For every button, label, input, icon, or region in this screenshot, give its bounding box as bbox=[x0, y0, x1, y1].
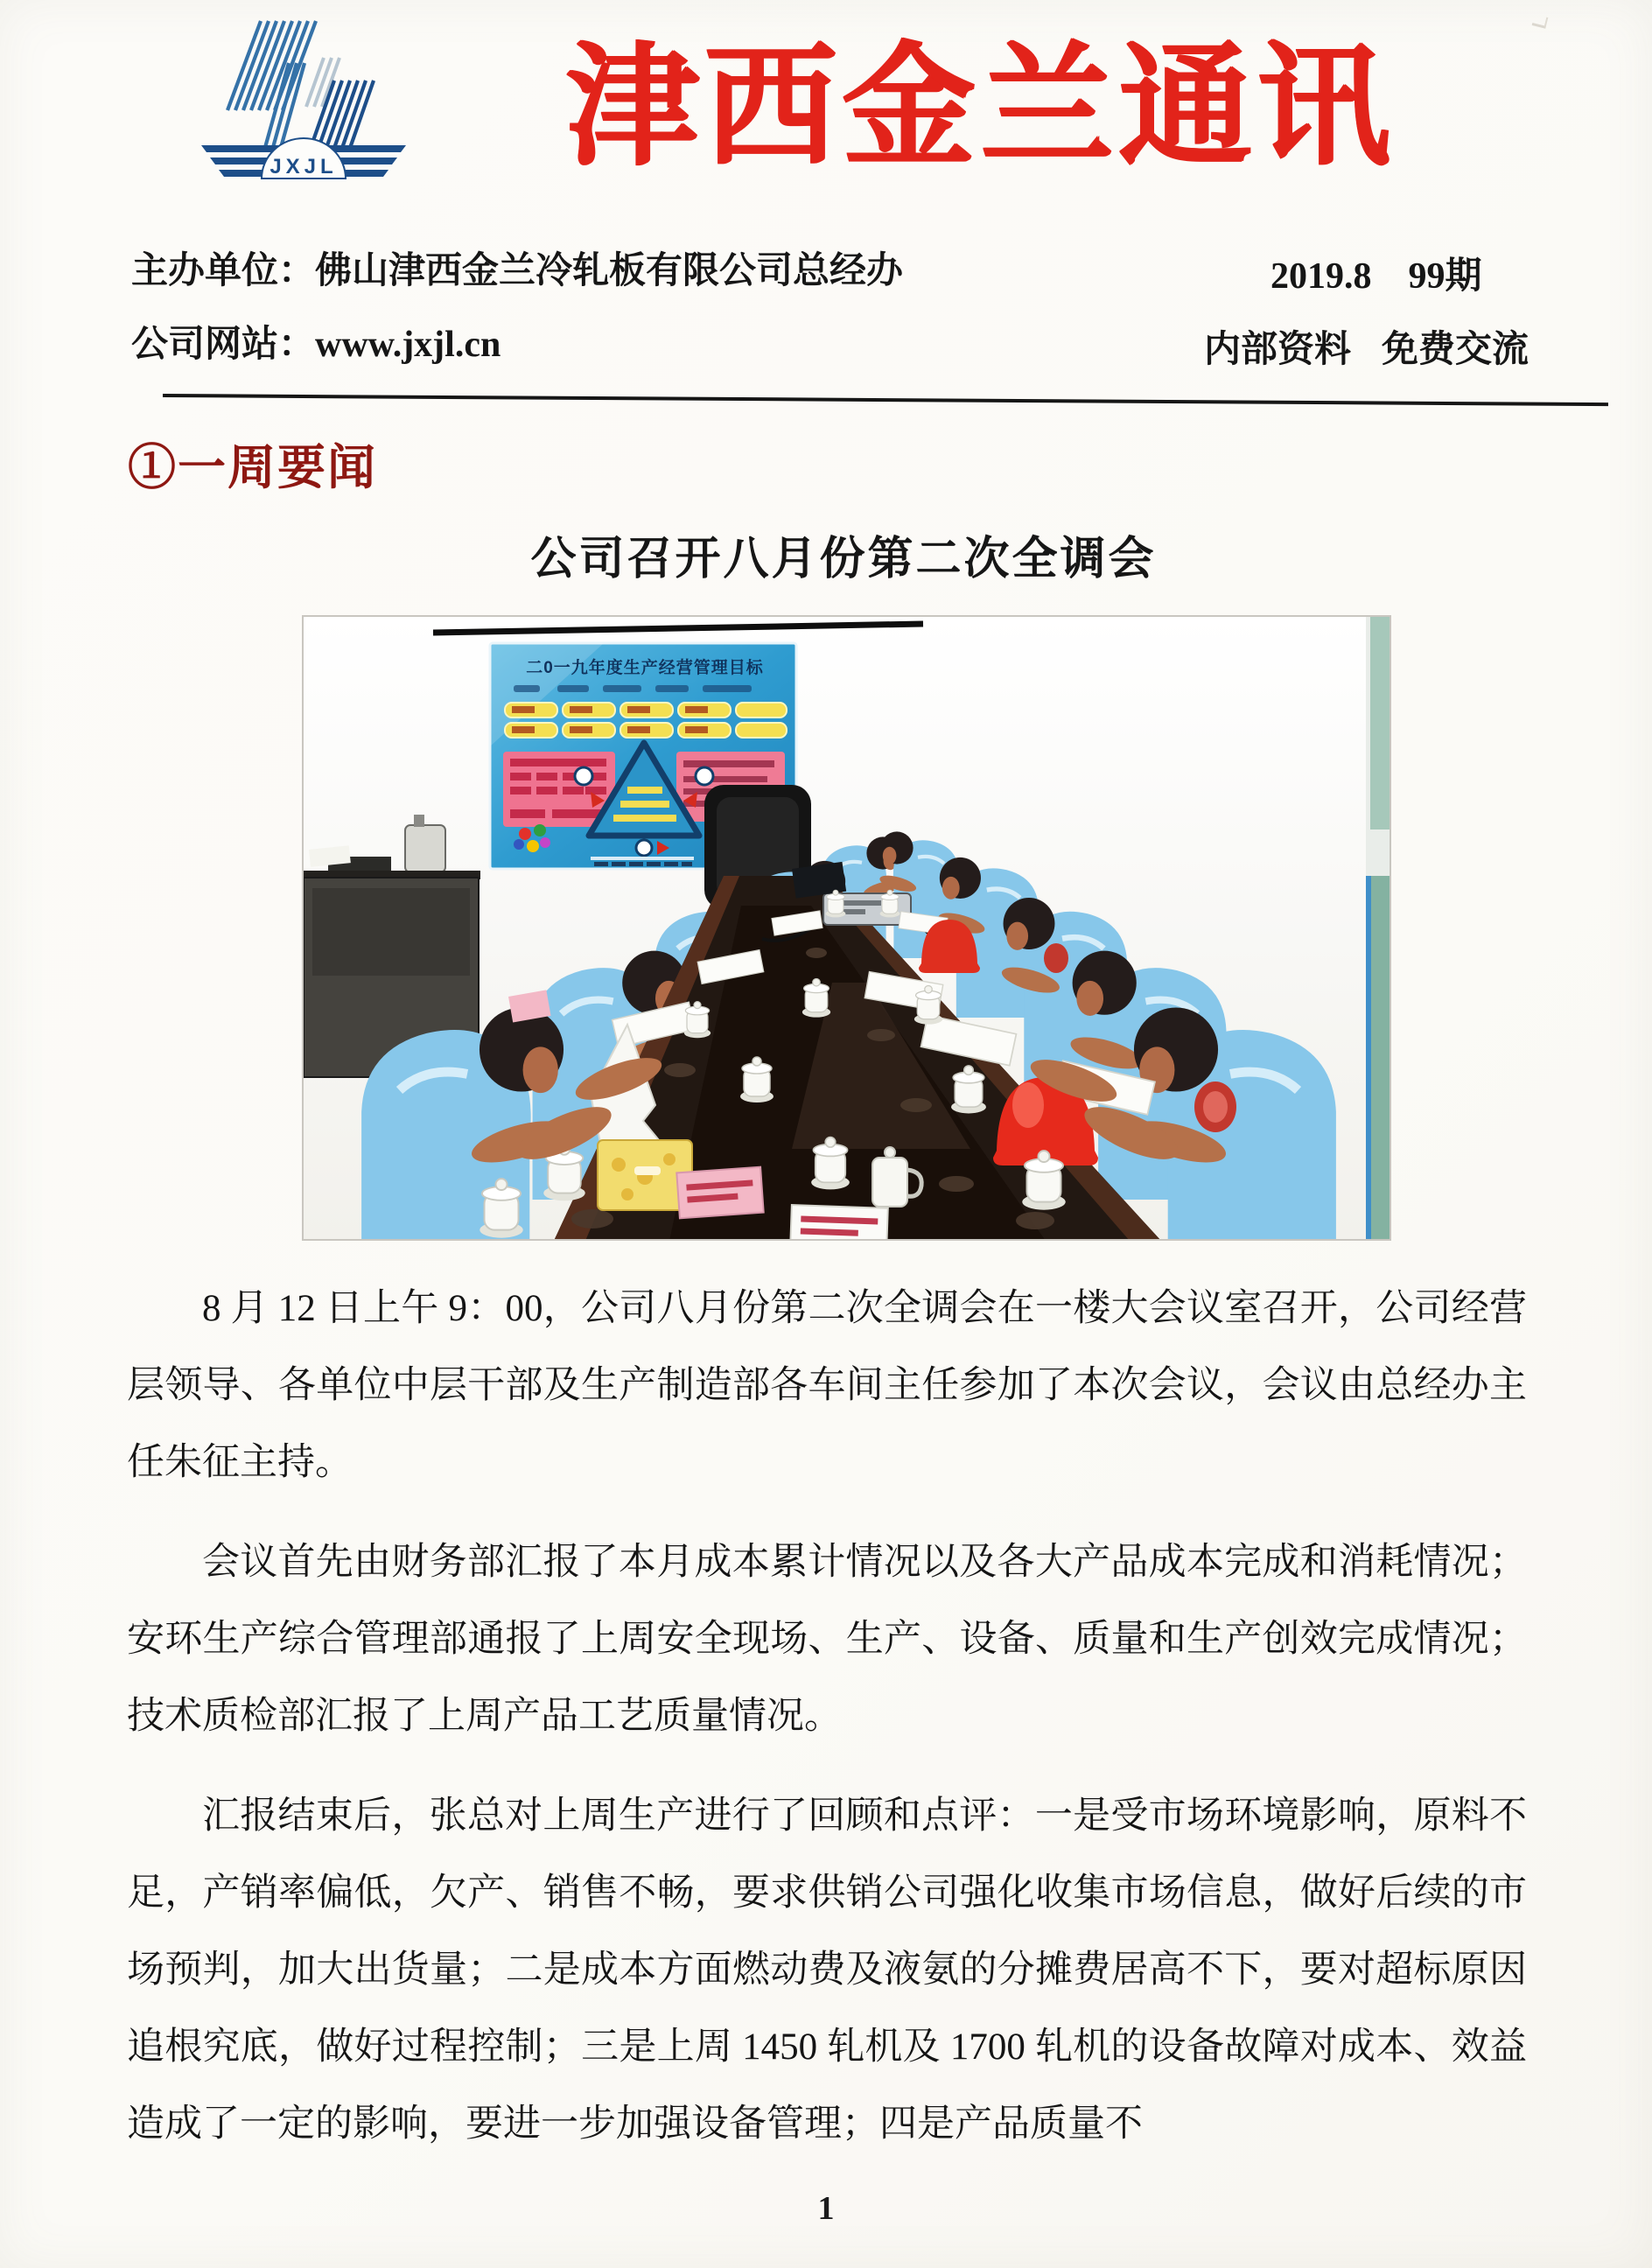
door-frame bbox=[1366, 615, 1391, 1241]
distribution-note: 内部资料 免费交流 bbox=[1204, 328, 1530, 369]
logo-text: JXJL bbox=[270, 155, 338, 178]
organizer-row bbox=[131, 242, 903, 294]
divider-rule bbox=[163, 394, 1608, 406]
page-number: 1 bbox=[817, 2190, 835, 2227]
uniform-badge bbox=[1044, 943, 1068, 973]
newsletter-title: 津西金兰通讯 bbox=[565, 34, 1395, 181]
jxjl-logo-icon bbox=[194, 12, 413, 206]
website-url: www.jxjl.cn bbox=[315, 325, 501, 365]
section-heading: ①一周要闻 bbox=[128, 441, 378, 494]
paragraph: 8 月 12 日上午 9：00，公司八月份第二次全调会在一楼大会议室召开，公司经营层领导、各单位中层干部及生产制造部各车间主任参加了本次会议，会议由总经办主任朱征主持。 bbox=[127, 1288, 1527, 1483]
scan-artifact bbox=[1532, 14, 1549, 28]
article-body bbox=[127, 1270, 1527, 2163]
organizer-label: 主办单位： bbox=[131, 249, 316, 290]
issue-info: 2019.8 99期 bbox=[1270, 256, 1482, 297]
organizer-value: 佛山津西金兰冷轧板有限公司总经办 bbox=[315, 249, 904, 290]
meeting-photo bbox=[302, 615, 1391, 1241]
website-row bbox=[131, 315, 500, 368]
paragraph: 汇报结束后，张总对上周生产进行了回顾和点评：一是受市场环境影响，原料不足，产销率偏低，欠产、销售不畅，要求供销公司强化收集市场信息，做好后续的市场预判，加大出货量；二是成本方面燃动费及液氨的分摊费居高不下，要对超标原因追根究底，做好过程控制；三是上周 1450 轧机及 1700 轧机的设备故障对成本、效益造成了一定的影响，要进一步加强设备管理；四是产品质量不 bbox=[127, 1796, 1527, 2145]
article-title: 公司召开八月份第二次全调会 bbox=[530, 535, 1157, 584]
website-label: 公司网站： bbox=[131, 323, 316, 364]
paragraph: 会议首先由财务部汇报了本月成本累计情况以及各大产品成本完成和消耗情况；安环生产综合管理部通报了上周安全现场、生产、设备、质量和生产创效完成情况；技术质检部汇报了上周产品工艺质量情况。 bbox=[127, 1542, 1527, 1737]
poster-title-text: 二0一九年度生产经营管理目标 bbox=[526, 659, 764, 677]
company-logo bbox=[194, 12, 413, 206]
